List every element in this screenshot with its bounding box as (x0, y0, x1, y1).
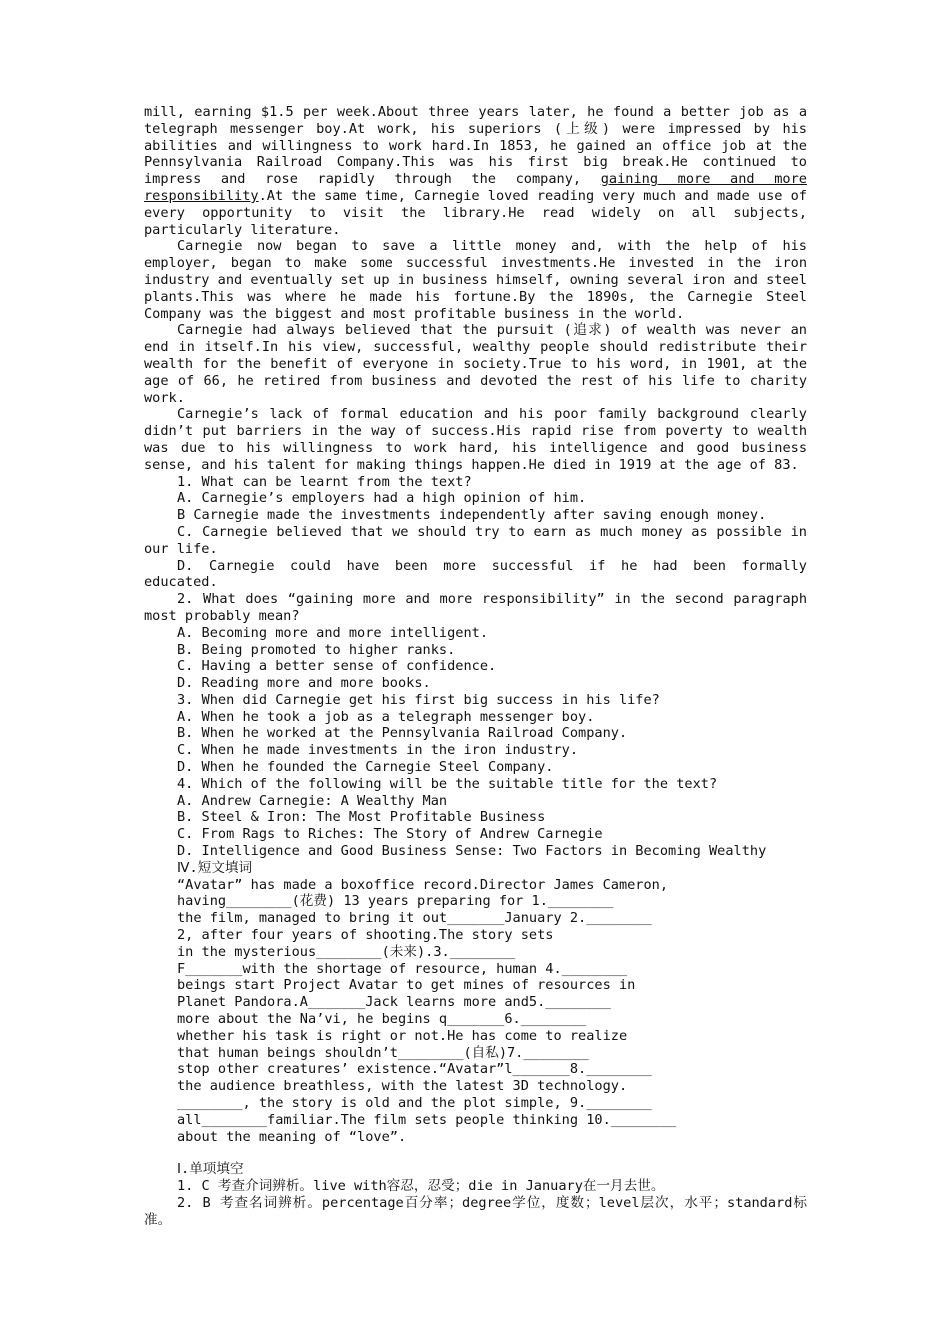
option-a: A. Becoming more and more intelligent. (177, 624, 488, 641)
question-3 (144, 692, 807, 776)
cloze-line: F_______with the shortage of resource, human 4.________ (177, 960, 628, 977)
cloze-passage (144, 877, 807, 1146)
cloze-line: beings start Project Avatar to get mines of resources in (177, 977, 636, 994)
section-title-answers: Ⅰ.单项填空 (177, 1161, 244, 1178)
option-b: B. When he worked at the Pennsylvania Railroad Company. (177, 725, 628, 742)
option-c: C. Carnegie believed that we should try to earn as much money as possible in our life. (144, 523, 807, 557)
cloze-line: all________familiar.The film sets people thinking 10.________ (177, 1111, 677, 1128)
cloze-line: having________(花费) 13 years preparing for 1.________ (177, 893, 614, 910)
option-c: C. When he made investments in the iron industry. (177, 742, 579, 759)
document-body (144, 104, 807, 1229)
underlined-phrase: gaining more and more responsibility (144, 171, 807, 204)
option-a: A. Andrew Carnegie: A Wealthy Man (177, 792, 448, 809)
option-a: A. When he took a job as a telegraph messenger boy. (177, 708, 595, 725)
cloze-line: whether his task is right or not.He has come to realize (177, 1027, 628, 1044)
option-c: C. Having a better sense of confidence. (177, 658, 497, 675)
passage-paragraph-4: Carnegie’s lack of formal education and his poor family background clearly didn’t put barriers in the way of success.His rapid rise from poverty to wealth was due to his willingness to work hard, his intelligence and good business sense, and his talent for making things happen.He died in 1919 at the age of 83. (144, 406, 807, 473)
question-stem: 2. What does “gaining more and more responsibility” in the second paragraph most probably mean? (144, 591, 807, 624)
option-b: B. Steel & Iron: The Most Profitable Business (177, 809, 546, 826)
cloze-line: “Avatar” has made a boxoffice record.Director James Cameron, (177, 876, 669, 893)
cloze-line: more about the Na’vi, he begins q_______6.________ (177, 1011, 587, 1028)
cloze-line: Planet Pandora.A_______Jack learns more and5.________ (177, 994, 611, 1011)
spacer (144, 1145, 807, 1161)
question-4 (144, 776, 807, 860)
answer-2: 2. B 考查名词辨析。percentage百分率；degree学位，度数；level层次，水平；standard标准。 (144, 1195, 807, 1228)
option-d: D. Reading more and more books. (177, 675, 431, 692)
option-c: C. From Rags to Riches: The Story of Andrew Carnegie (177, 826, 603, 843)
option-d: D. Intelligence and Good Business Sense: Two Factors in Becoming Wealthy (177, 843, 767, 860)
cloze-line: ________, the story is old and the plot simple, 9.________ (177, 1095, 652, 1112)
option-d: D. Carnegie could have been more successful if he had been formally educated. (144, 557, 807, 591)
cloze-line: the audience breathless, with the latest 3D technology. (177, 1078, 628, 1095)
passage-paragraph-3: Carnegie had always believed that the pursuit (追求) of wealth was never an end in itself.In his view, successful, wealthy people should redistribute their wealth for the benefit of everyone in society.True to his word, in 1901, at the age of 66, he retired from business and devoted the rest of his life to charity work. (144, 322, 807, 406)
question-stem: 1. What can be learnt from the text? (177, 473, 472, 490)
cloze-line: about the meaning of “love”. (177, 1128, 407, 1145)
cloze-line: that human beings shouldn’t________(自私)7.________ (177, 1044, 589, 1061)
option-b: B. Being promoted to higher ranks. (177, 641, 456, 658)
question-2 (144, 591, 807, 692)
section-title-cloze: Ⅳ.短文填词 (177, 859, 253, 876)
cloze-line: the film, managed to bring it out_______January 2.________ (177, 910, 652, 927)
option-b: B Carnegie made the investments independently after saving enough money. (177, 507, 767, 524)
option-d: D. When he founded the Carnegie Steel Company. (177, 759, 554, 776)
question-stem: 3. When did Carnegie get his first big success in his life? (177, 691, 660, 708)
question-1 (144, 474, 807, 592)
cloze-line: in the mysterious________(未来).3.________ (177, 943, 516, 960)
passage-paragraph-2: Carnegie now began to save a little money and, with the help of his employer, began to make some successful investments.He invested in the iron industry and eventually set up in business himself, owning several iron and steel plants.This was where he made his fortune.By the 1890s, the Carnegie Steel Company was the biggest and most profitable business in the world. (144, 238, 807, 322)
cloze-line: 2, after four years of shooting.The story sets (177, 927, 554, 944)
passage-paragraph-1: mill, earning $1.5 per week.About three years later, he found a better job as a telegraph messenger boy.At work, his superiors (上级) were impressed by his abilities and willingness to work hard.In 1853, he gained an office job at the Pennsylvania Railroad Company.This was his first big break.He continued to impress and rose rapidly through the company, gaining more and more responsibility.At the same time, Carnegie loved reading very much and made use of every opportunity to visit the library.He read widely on all subjects, particularly literature. (144, 104, 807, 238)
option-a: A. Carnegie’s employers had a high opinion of him. (177, 490, 587, 507)
cloze-line: stop other creatures’ existence.“Avatar”l_______8.________ (177, 1061, 652, 1078)
answer-1: 1. C 考查介词辨析。live with容忍，忍受；die in January在一月去世。 (177, 1178, 665, 1195)
question-stem: 4. Which of the following will be the suitable title for the text? (177, 775, 718, 792)
